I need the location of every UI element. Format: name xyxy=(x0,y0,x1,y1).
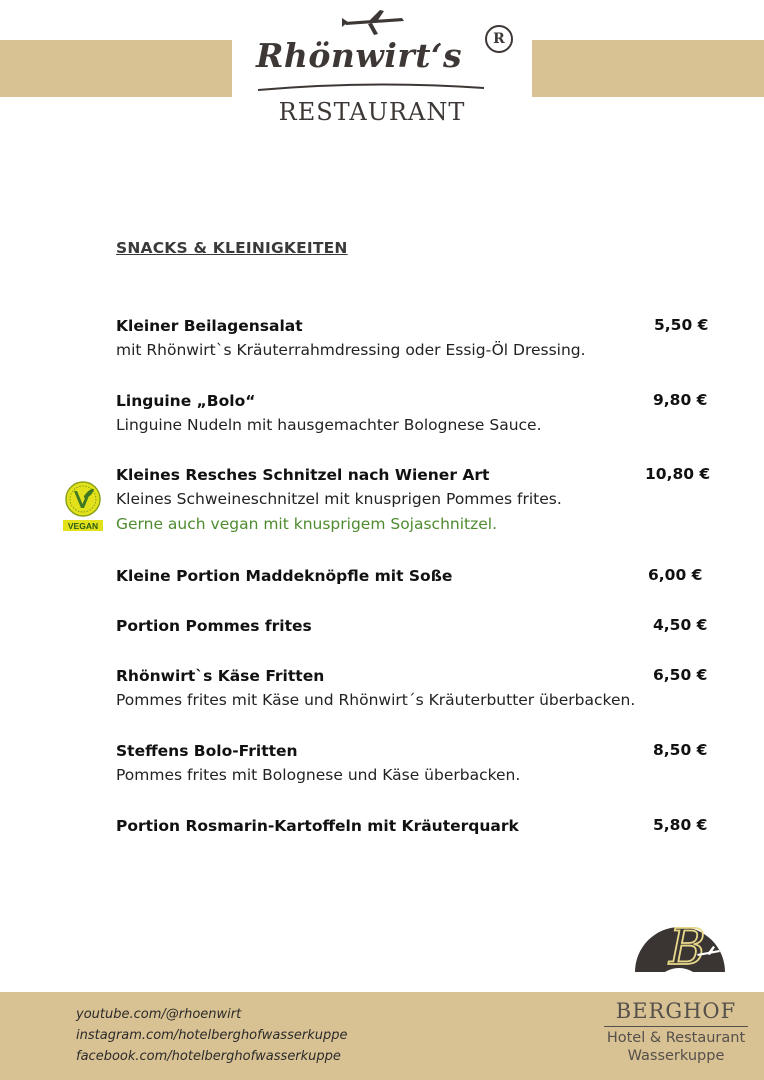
menu-item-name: Kleine Portion Maddeknöpfle mit Soße xyxy=(116,567,453,585)
hotel-line-1: Hotel & Restaurant xyxy=(606,1030,746,1046)
menu-item-name: Portion Rosmarin-Kartoffeln mit Kräuterquark xyxy=(116,817,519,835)
menu-item-description: Pommes frites mit Käse und Rhönwirt´s Kräuterbutter überbacken. xyxy=(116,691,636,709)
hotel-name: BERGHOF xyxy=(615,999,737,1023)
menu-item-name: Kleiner Beilagensalat xyxy=(116,317,303,335)
menu-item-price: 6,00 € xyxy=(648,566,703,584)
youtube-link[interactable]: youtube.com/@rhoenwirt xyxy=(76,1007,242,1022)
vegan-badge-label: VEGAN xyxy=(67,521,99,531)
vegan-v-leaf-icon xyxy=(62,480,104,532)
berghof-emblem-letter: B xyxy=(669,918,706,976)
menu-item-name: Kleines Resches Schnitzel nach Wiener Art xyxy=(116,466,490,484)
menu-item-name: Rhönwirt`s Käse Fritten xyxy=(116,667,325,685)
menu-item xyxy=(116,739,706,788)
hotel-line-2: Wasserkuppe xyxy=(627,1048,725,1064)
menu-item-name: Steffens Bolo-Fritten xyxy=(116,742,298,760)
section-title: SNACKS & KLEINIGKEITEN xyxy=(116,239,348,257)
menu-item-price: 5,80 € xyxy=(653,816,708,834)
header-band-right xyxy=(532,40,764,97)
hotel-subtitle xyxy=(594,1029,758,1065)
menu-item-name: Portion Pommes frites xyxy=(116,617,312,635)
logo-swoosh xyxy=(256,80,486,94)
brand-logo-name: Rhönwirt‘s xyxy=(256,36,463,75)
footer-social-links xyxy=(76,1004,347,1067)
menu-item xyxy=(116,314,709,363)
hotel-name-rule xyxy=(604,1026,748,1027)
brand-subtitle: RESTAURANT xyxy=(278,98,466,126)
menu-item xyxy=(116,564,706,588)
menu-item-description: Pommes frites mit Bolognese und Käse überbacken. xyxy=(116,766,521,784)
facebook-link[interactable]: facebook.com/hotelberghofwasserkuppe xyxy=(76,1049,341,1064)
glider-plane-icon xyxy=(338,8,408,38)
header-band-left xyxy=(0,40,232,97)
menu-item-price: 6,50 € xyxy=(653,666,708,684)
menu-item xyxy=(116,463,711,537)
menu-item xyxy=(116,614,706,638)
menu-item-description: Kleines Schweineschnitzel mit knusprigen Pommes frites. xyxy=(116,490,562,508)
menu-item-price: 9,80 € xyxy=(653,391,708,409)
menu-item-description: mit Rhönwirt`s Kräuterrahmdressing oder Essig-Öl Dressing. xyxy=(116,341,586,359)
menu-item-price: 10,80 € xyxy=(645,465,711,483)
menu-item xyxy=(116,814,706,838)
menu-item-description: Linguine Nudeln mit hausgemachter Bolognese Sauce. xyxy=(116,416,542,434)
instagram-link[interactable]: instagram.com/hotelberghofwasserkuppe xyxy=(76,1028,348,1043)
menu-item-price: 8,50 € xyxy=(653,741,708,759)
berghof-emblem-icon xyxy=(629,902,731,980)
menu-item-name: Linguine „Bolo“ xyxy=(116,392,256,410)
menu-item-vegan-note: Gerne auch vegan mit knusprigem Sojaschnitzel. xyxy=(116,515,498,533)
menu-item-price: 4,50 € xyxy=(653,616,708,634)
menu-item-price: 5,50 € xyxy=(654,316,709,334)
registered-mark: R xyxy=(485,25,513,53)
menu-item xyxy=(116,389,706,438)
menu-item xyxy=(116,664,706,713)
